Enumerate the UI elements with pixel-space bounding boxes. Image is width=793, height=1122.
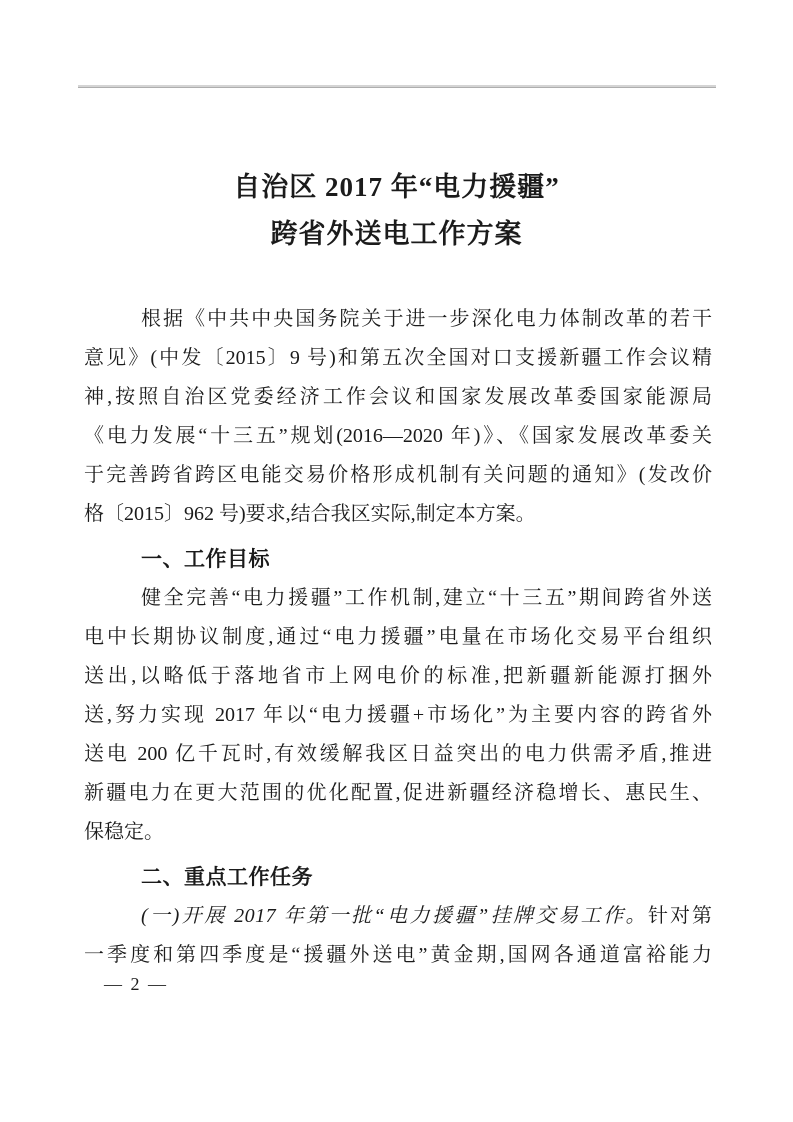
page-number: — 2 — xyxy=(104,974,168,994)
kaiti-item-title: (一)开展 2017 年第一批“电力援疆”挂牌交易工作。 xyxy=(141,905,649,927)
body-line: 意见》(中发〔2015〕9 号)和第五次全国对口支援新疆工作会议精 xyxy=(84,347,712,369)
body-text: 针对第 xyxy=(648,905,713,927)
body-line: 于完善跨省跨区电能交易价格形成机制有关问题的通知》(发改价 xyxy=(84,464,712,486)
title-line-2: 跨省外送电工作方案 xyxy=(270,219,523,249)
header-rule xyxy=(78,85,716,88)
body-line: 送出,以略低于落地省市上网电价的标准,把新疆新能源打捆外 xyxy=(84,665,712,687)
body-line: 根据《中共中央国务院关于进一步深化电力体制改革的若干 xyxy=(141,308,712,330)
body-line: 健全完善“电力援疆”工作机制,建立“十三五”期间跨省外送 xyxy=(141,587,712,609)
body-line: 保稳定。 xyxy=(84,821,164,843)
body-line: 电中长期协议制度,通过“电力援疆”电量在市场化交易平台组织 xyxy=(84,626,712,648)
section-heading-1: 一、工作目标 xyxy=(141,548,270,571)
body-line: 《电力发展“十三五”规划(2016—2020 年)》、《国家发展改革委关 xyxy=(84,425,712,447)
body-line: 送电 200 亿千瓦时,有效缓解我区日益突出的电力供需矛盾,推进 xyxy=(84,743,712,765)
document-title xyxy=(0,164,793,258)
body-line: 一季度和第四季度是“援疆外送电”黄金期,国网各通道富裕能力 xyxy=(84,944,712,966)
title-line-1: 自治区 2017 年“电力援疆” xyxy=(233,172,560,202)
document-body xyxy=(84,300,712,975)
body-line: 神,按照自治区党委经济工作会议和国家发展改革委国家能源局 xyxy=(84,386,712,408)
body-line xyxy=(84,897,712,936)
body-line: 格〔2015〕962 号)要求,结合我区实际,制定本方案。 xyxy=(84,503,536,525)
section-heading-2: 二、重点工作任务 xyxy=(141,866,313,889)
body-line: 送,努力实现 2017 年以“电力援疆+市场化”为主要内容的跨省外 xyxy=(84,704,712,726)
body-line: 新疆电力在更大范围的优化配置,促进新疆经济稳增长、惠民生、 xyxy=(84,782,712,804)
